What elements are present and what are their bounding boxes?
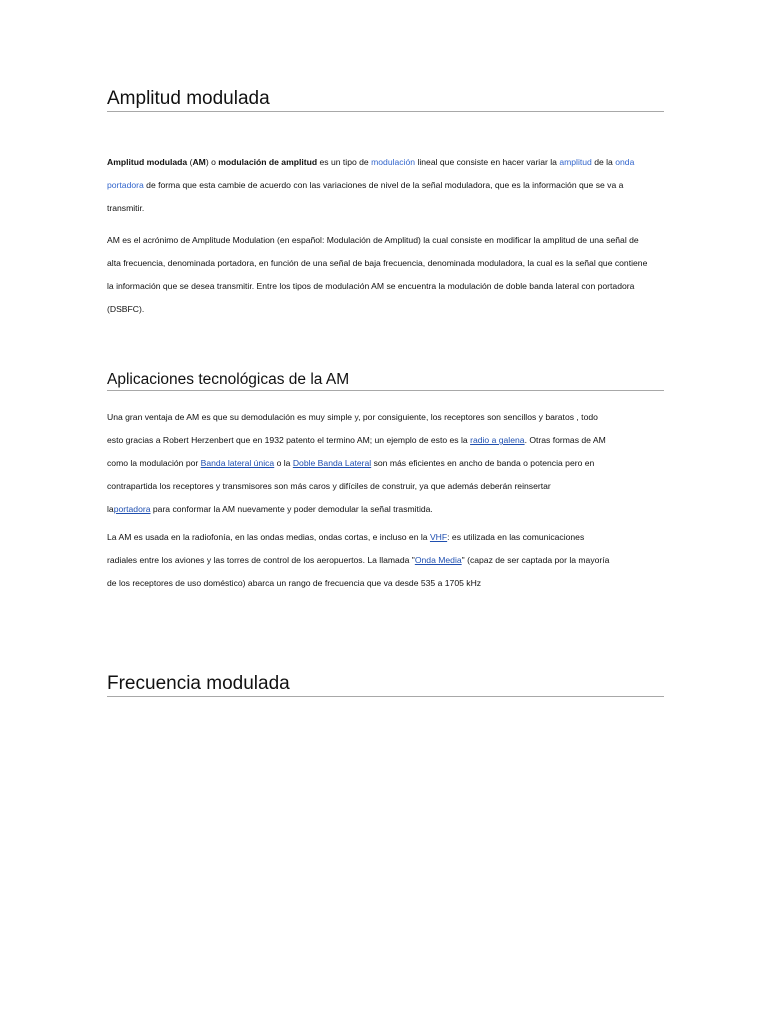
- paragraph-am-definition: Amplitud modulada (AM) o modulación de amplitud es un tipo de modulación lineal que consiste en hacer variar la amplitud de la onda portadora de forma que esta cambie de acuerdo con las variaciones de nivel de la señal moduladora, que es la información que se va a transmitir.: [107, 157, 635, 213]
- heading-frecuencia-modulada: Frecuencia modulada: [107, 673, 664, 697]
- link-portadora-2[interactable]: portadora: [113, 504, 151, 514]
- link-banda-lateral-unica[interactable]: Banda lateral única: [200, 458, 275, 468]
- paragraph-am-acronym: AM es el acrónimo de Amplitude Modulation (en español: Modulación de Amplitud) la cual consiste en modificar la amplitud de una señal de alta frecuencia, denominada portadora, en función de una señal de baja frecuencia, denominada moduladora, la cual es la señal que contiene la información que se desea transmitir. Entre los tipos de modulación AM se encuentra la modulación de doble banda lateral con portadora (DSBFC).: [107, 235, 648, 314]
- link-onda-media[interactable]: Onda Media: [414, 555, 462, 565]
- heading-aplicaciones: Aplicaciones tecnológicas de la AM: [107, 370, 664, 391]
- link-modulacion[interactable]: modulación: [371, 157, 416, 167]
- link-doble-banda-lateral[interactable]: Doble Banda Lateral: [292, 458, 372, 468]
- heading-amplitud-modulada: Amplitud modulada: [107, 88, 664, 112]
- link-portadora[interactable]: portadora: [107, 180, 144, 190]
- bold-term-amplitud-modulada: Amplitud modulada: [107, 157, 188, 167]
- link-amplitud[interactable]: amplitud: [559, 157, 592, 167]
- link-onda[interactable]: onda: [615, 157, 635, 167]
- paragraph-am-advantages: Una gran ventaja de AM es que su demodulación es muy simple y, por consiguiente, los receptores son sencillos y baratos , todo esto gracias a Robert Herzenbert que en 1932 patento el termino AM; un ejemplo de esto es la radio a galena. Otras formas de AM como la modulación por Banda lateral única o la Doble Banda Lateral son más eficientes en ancho de banda o potencia pero en contrapartida los receptores y transmisores son más caros y difíciles de construir, ya que además deberán reinsertar laportadora para conformar la AM nuevamente y poder demodular la señal trasmitida.: [107, 412, 606, 514]
- paragraph-am-uses: La AM es usada en la radiofonía, en las ondas medias, ondas cortas, e incluso en la VHF: es utilizada en las comunicaciones radiales entre los aviones y las torres de control de los aeropuertos. La llamada "Onda Media" (capaz de ser captada por la mayoría de los receptores de uso doméstico) abarca un rango de frecuencia que va desde 535 a 1705 kHz: [107, 532, 610, 588]
- bold-term-am: AM: [192, 157, 206, 167]
- link-vhf[interactable]: VHF: [429, 532, 448, 542]
- link-radio-a-galena[interactable]: radio a galena: [470, 435, 525, 445]
- bold-term-modulacion-de-amplitud: modulación de amplitud: [218, 157, 318, 167]
